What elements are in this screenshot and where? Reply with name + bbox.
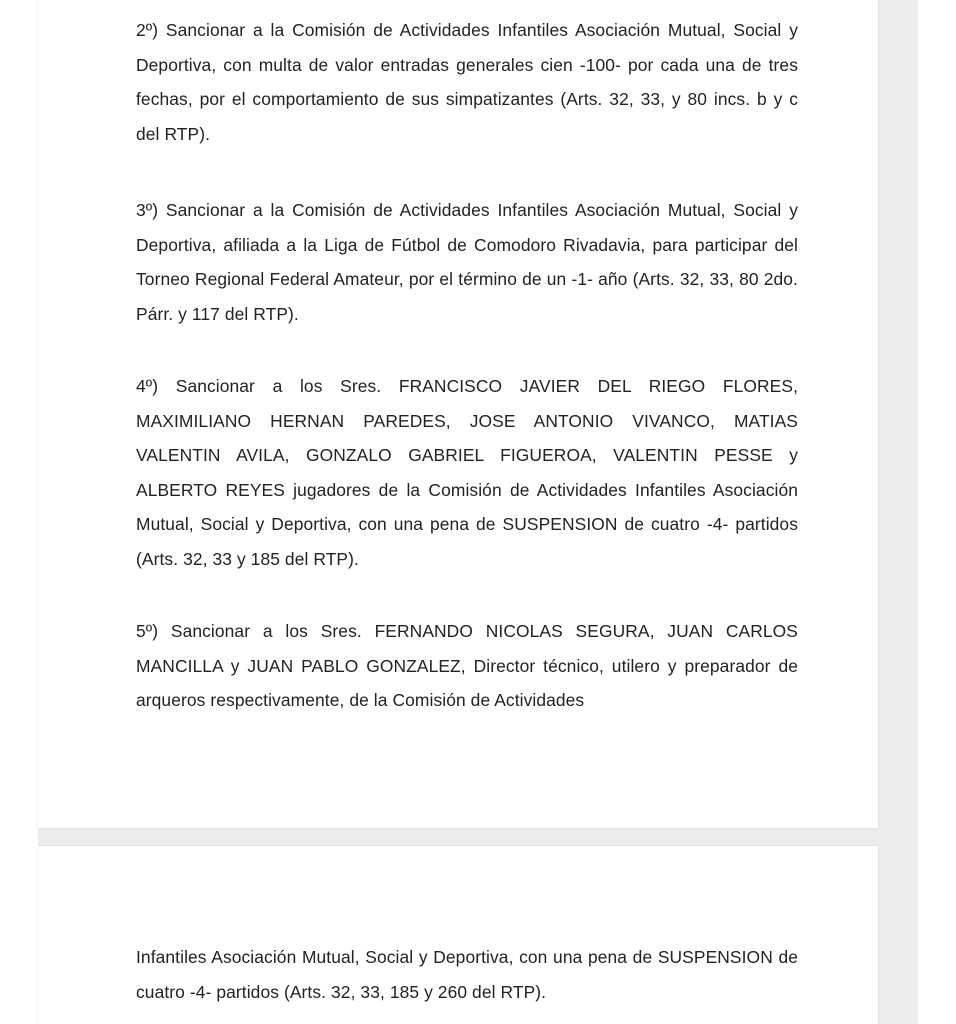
paragraph-item-5-continuation: Infantiles Asociación Mutual, Social y Deportiva, con una pena de SUSPENSION de cuatro -4- partidos (Arts. 32, 33, 185 y 260 del RTP). <box>136 947 798 1002</box>
document-page-1 <box>38 0 878 828</box>
viewer-right-margin <box>918 0 956 1024</box>
paragraph-item-3: 3º) Sancionar a la Comisión de Actividades Infantiles Asociación Mutual, Social y Deportiva, afiliada a la Liga de Fútbol de Comodoro Rivadavia, para participar del Torneo Regional Federal Amateur, por el término de un -1- año (Arts. 32, 33, 80 2do. Párr. y 117 del RTP). <box>136 200 798 324</box>
paragraph-item-4: 4º) Sancionar a los Sres. FRANCISCO JAVIER DEL RIEGO FLORES, MAXIMILIANO HERNAN PAREDES, JOSE ANTONIO VIVANCO, MATIAS VALENTIN AVILA, GONZALO GABRIEL FIGUEROA, VALENTIN PESSE y ALBERTO REYES jugadores de la Comisión de Actividades Infantiles Asociación Mutual, Social y Deportiva, con una pena de SUSPENSION de cuatro -4- partidos (Arts. 32, 33 y 185 del RTP). <box>136 376 798 569</box>
document-page-2 <box>38 846 878 1024</box>
paragraph-item-2: 2º) Sancionar a la Comisión de Actividades Infantiles Asociación Mutual, Social y Deportiva, con multa de valor entradas generales cien -100- por cada una de tres fechas, por el comportamiento de sus simpatizantes (Arts. 32, 33, y 80 incs. b y c del RTP). <box>136 20 798 144</box>
paragraph-item-5-start: 5º) Sancionar a los Sres. FERNANDO NICOLAS SEGURA, JUAN CARLOS MANCILLA y JUAN PABLO GONZALEZ, Director técnico, utilero y preparador de arqueros respectivamente, de la Comisión de Actividades <box>136 621 798 710</box>
viewer-left-margin <box>0 0 38 1024</box>
